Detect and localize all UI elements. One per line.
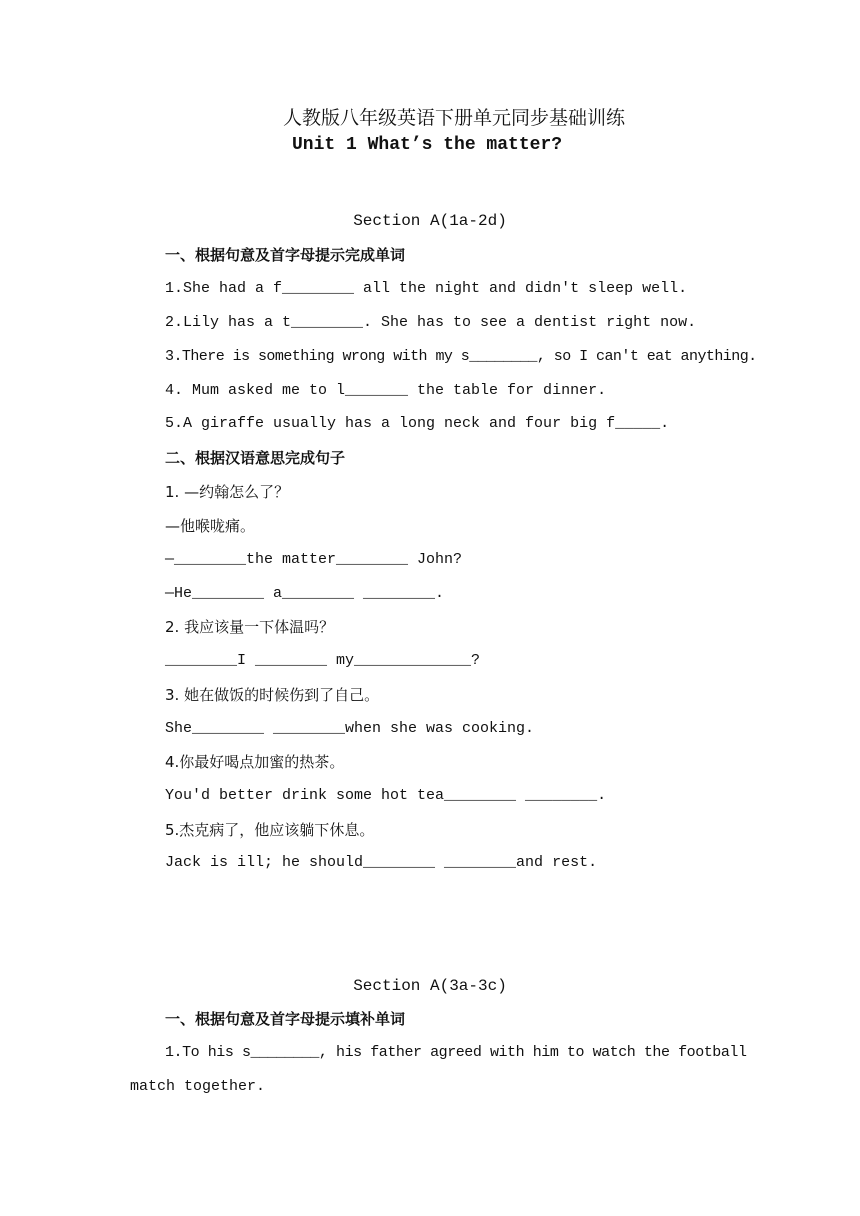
exercise-answer-line: —He________ a________ ________. bbox=[165, 585, 445, 602]
section1-part2-heading: 二、根据汉语意思完成句子 bbox=[165, 449, 346, 467]
exercise-answer-line: She________ ________when she was cooking. bbox=[165, 720, 535, 737]
exercise-item: 3.There is something wrong with my s________, so I can't eat anything. bbox=[165, 348, 757, 365]
exercise-prompt: 5.杰克病了，他应该躺下休息。 bbox=[165, 821, 375, 839]
exercise-item: 1.To his s________, his father agreed with him to watch the football bbox=[165, 1044, 747, 1061]
exercise-prompt: —他喉咙痛。 bbox=[165, 517, 256, 535]
exercise-prompt: 3. 她在做饭的时候伤到了自己。 bbox=[165, 686, 380, 704]
exercise-answer-line: ________I ________ my_____________? bbox=[165, 652, 481, 669]
exercise-answer-line: —________the matter________ John? bbox=[165, 551, 463, 568]
section-title-2: Section A(3a-3c) bbox=[353, 977, 507, 995]
exercise-item: 4. Mum asked me to l_______ the table for dinner. bbox=[165, 382, 607, 399]
exercise-item: 2.Lily has a t________. She has to see a dentist right now. bbox=[165, 314, 697, 331]
exercise-answer-line: You'd better drink some hot tea________ ________. bbox=[165, 787, 607, 804]
exercise-answer-line: Jack is ill; he should________ ________and rest. bbox=[165, 854, 598, 871]
exercise-item: 5.A giraffe usually has a long neck and four big f_____. bbox=[165, 415, 670, 432]
exercise-item-continuation: match together. bbox=[130, 1078, 266, 1095]
exercise-prompt: 1. —约翰怎么了？ bbox=[165, 483, 290, 501]
section-title-1: Section A(1a-2d) bbox=[353, 212, 507, 230]
section1-part1-heading: 一、根据句意及首字母提示完成单词 bbox=[165, 246, 406, 264]
document-title-chinese: 人教版八年级英语下册单元同步基础训练 bbox=[282, 107, 625, 129]
exercise-item: 1.She had a f________ all the night and didn't sleep well. bbox=[165, 280, 688, 297]
exercise-prompt: 4.你最好喝点加蜜的热茶。 bbox=[165, 753, 345, 771]
section2-part1-heading: 一、根据句意及首字母提示填补单词 bbox=[165, 1010, 406, 1028]
exercise-prompt: 2. 我应该量一下体温吗？ bbox=[165, 618, 335, 636]
document-title-english: Unit 1 What’s the matter? bbox=[292, 135, 563, 155]
